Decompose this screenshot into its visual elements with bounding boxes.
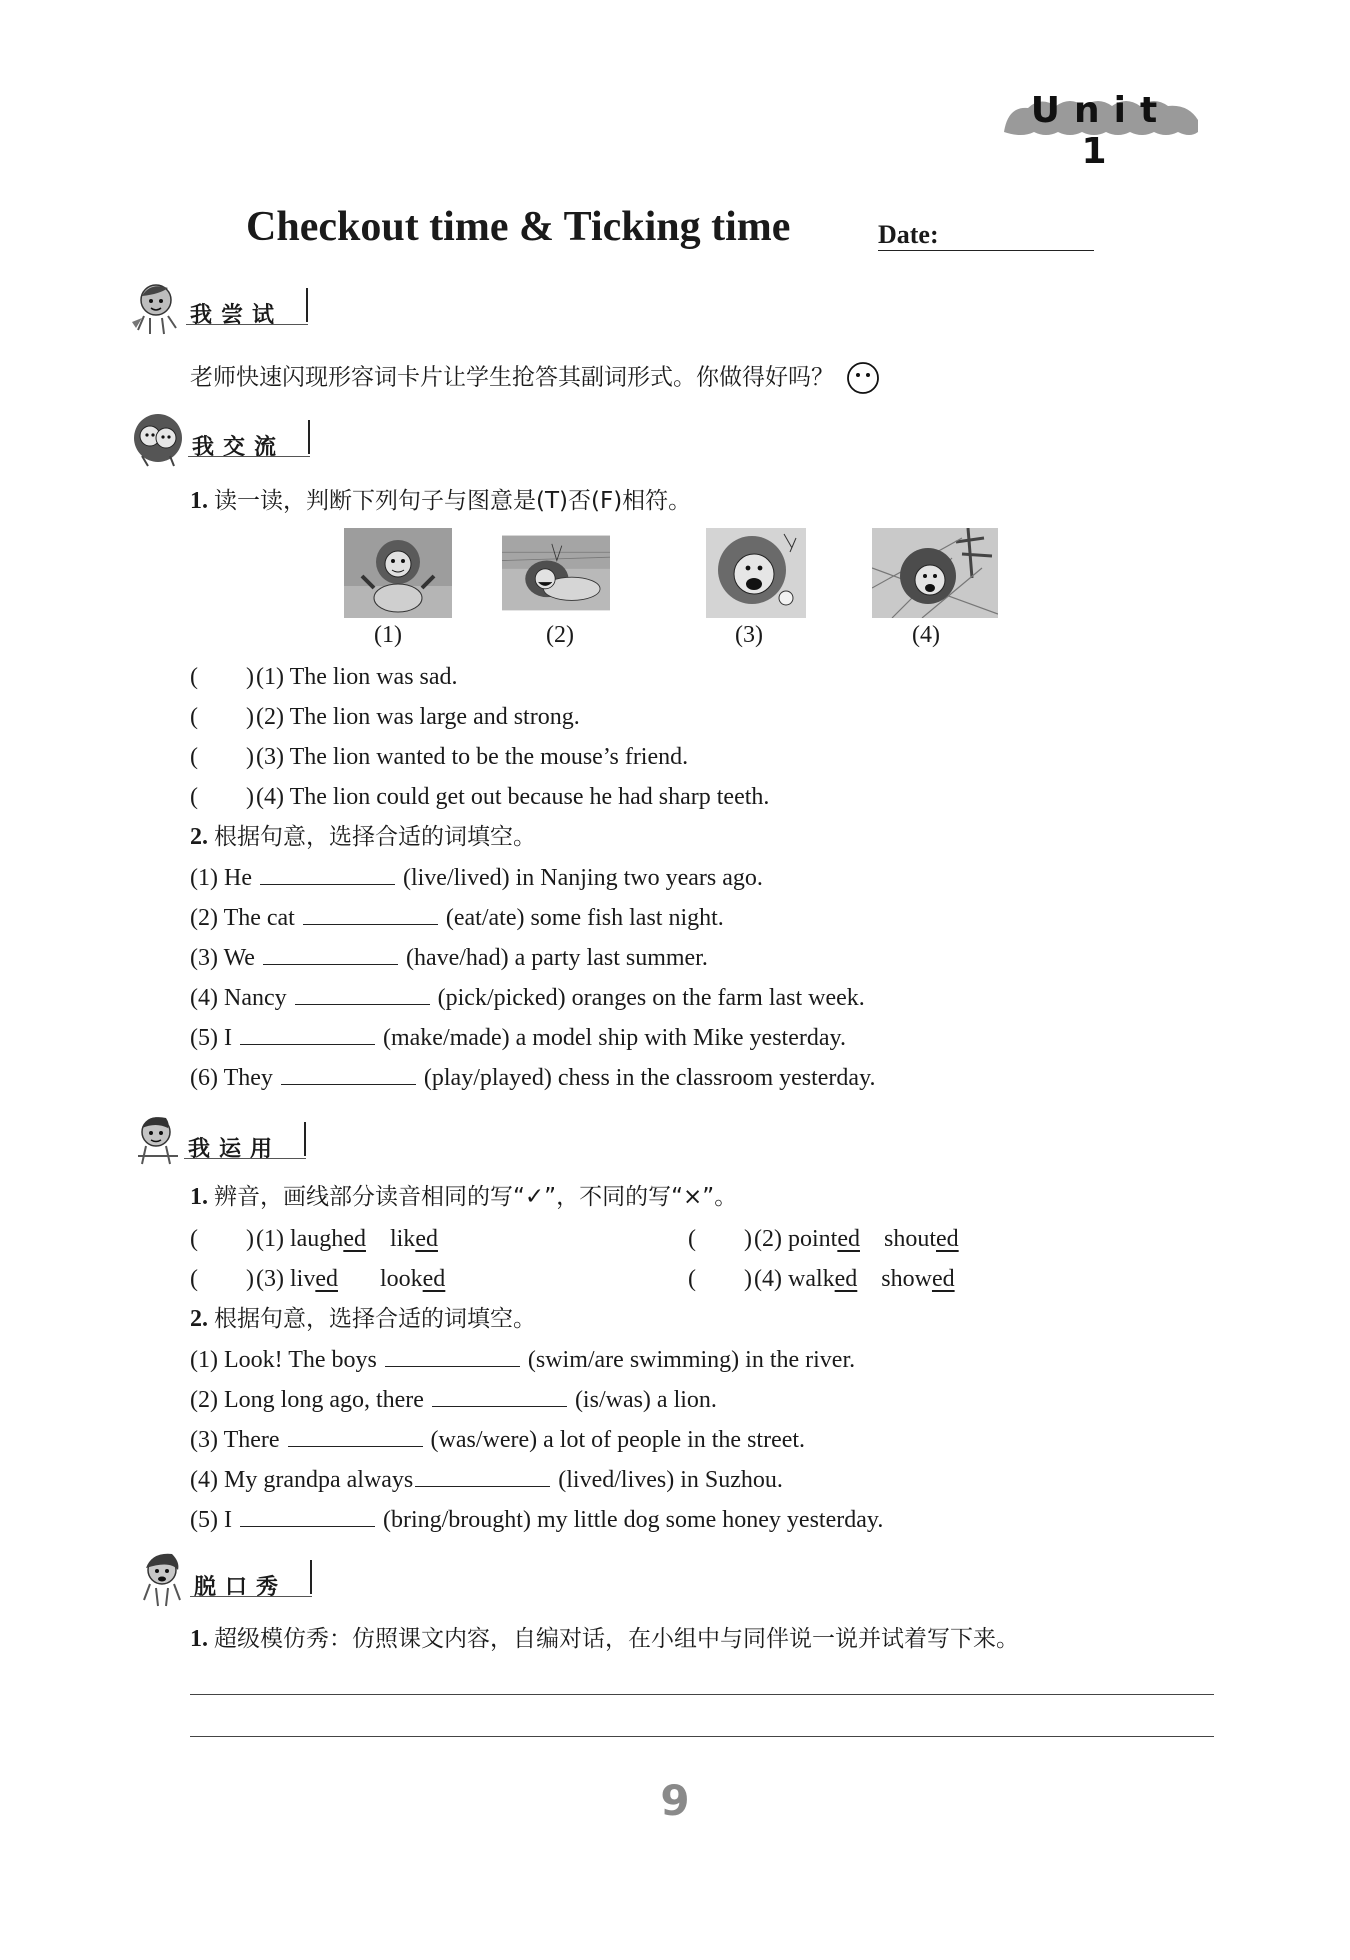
writing-line[interactable] (190, 1736, 1214, 1737)
section-label: 脱口秀 (194, 1575, 288, 1600)
unit-label: Unit 1 (1030, 90, 1172, 172)
section-label: 我运用 (188, 1137, 282, 1162)
use-q2-heading: 2. 根据句意，选择合适的词填空。 (190, 1306, 536, 1332)
date-label: Date: (878, 220, 939, 249)
talk-q2-heading: 2. 根据句意，选择合适的词填空。 (190, 824, 536, 850)
picture-label: (1) (374, 622, 402, 648)
section-divider (306, 288, 308, 322)
fill-item: (4) My grandpa always (lived/lives) in Suzhou. (190, 1464, 783, 1495)
lion-picture-4 (872, 528, 998, 618)
lion-picture-1 (344, 528, 452, 618)
answer-paren[interactable]: ( ) (688, 1266, 752, 1292)
fill-item: (1) He (live/lived) in Nanjing two years ago. (190, 862, 763, 893)
section-label: 我尝试 (190, 303, 284, 328)
show-q1-heading: 1. 超级模仿秀：仿照课文内容，自编对话，在小组中与同伴说一说并试着写下来。 (190, 1626, 1019, 1652)
page-number: 9 (660, 1776, 690, 1825)
mascot-girl-talking-icon (136, 1550, 192, 1608)
answer-blank[interactable] (385, 1344, 520, 1367)
answer-blank[interactable] (432, 1384, 567, 1407)
lion-picture-3 (706, 528, 806, 618)
tf-item: ( )(4) The lion could get out because he had sharp teeth. (190, 784, 770, 810)
section-underline (186, 324, 308, 325)
smiley-face-icon (845, 360, 881, 396)
section-underline (184, 1158, 306, 1159)
fill-item: (1) Look! The boys (swim/are swimming) in the river. (190, 1344, 855, 1375)
fill-item: (5) I (make/made) a model ship with Mike yesterday. (190, 1022, 846, 1053)
try-text: 老师快速闪现形容词卡片让学生抢答其副词形式。你做得好吗？ (190, 364, 834, 391)
talk-q2-text: 根据句意，选择合适的词填空。 (214, 824, 536, 850)
phonics-item: ( )(4) walked showed (688, 1266, 955, 1292)
answer-blank[interactable] (288, 1424, 423, 1447)
answer-blank[interactable] (263, 942, 398, 965)
answer-paren[interactable]: ( ) (190, 1226, 254, 1252)
answer-blank[interactable] (415, 1464, 550, 1487)
answer-paren[interactable]: ( ) (190, 704, 254, 730)
section-underline (188, 456, 310, 457)
use-q1-text: 辨音，画线部分读音相同的写“✓”，不同的写“×”。 (214, 1184, 738, 1210)
fill-item: (2) The cat (eat/ate) some fish last night. (190, 902, 724, 933)
answer-paren[interactable]: ( ) (190, 1266, 254, 1292)
phonics-item: ( )(3) lived looked (190, 1266, 446, 1292)
answer-blank[interactable] (240, 1504, 375, 1527)
lion-picture-2 (502, 528, 610, 618)
picture-label: (4) (912, 622, 940, 648)
fill-item: (3) We (have/had) a party last summer. (190, 942, 708, 973)
answer-paren[interactable]: ( ) (688, 1226, 752, 1252)
try-instruction (190, 360, 881, 396)
tf-item: ( )(3) The lion wanted to be the mouse’s friend. (190, 744, 689, 770)
page-title: Checkout time & Ticking time (246, 204, 791, 250)
show-q1-text: 超级模仿秀：仿照课文内容，自编对话，在小组中与同伴说一说并试着写下来。 (214, 1626, 1019, 1652)
section-header-try (130, 278, 330, 334)
fill-item: (6) They (play/played) chess in the classroom yesterday. (190, 1062, 876, 1093)
tf-item: ( )(2) The lion was large and strong. (190, 704, 580, 730)
section-divider (304, 1122, 306, 1156)
answer-paren[interactable]: ( ) (190, 784, 254, 810)
phonics-item: ( )(1) laughed liked (190, 1226, 438, 1252)
fill-item: (2) Long long ago, there (is/was) a lion. (190, 1384, 717, 1415)
use-q2-text: 根据句意，选择合适的词填空。 (214, 1306, 536, 1332)
section-underline (190, 1596, 312, 1597)
section-divider (310, 1560, 312, 1594)
mascot-girl-icon (130, 278, 186, 336)
talk-q1-heading: 1. 读一读，判断下列句子与图意是(T)否(F)相符。 (190, 488, 692, 514)
answer-paren[interactable]: ( ) (190, 664, 254, 690)
date-field[interactable] (878, 250, 1094, 251)
answer-blank[interactable] (295, 982, 430, 1005)
answer-blank[interactable] (303, 902, 438, 925)
section-divider (308, 420, 310, 454)
fill-item: (3) There (was/were) a lot of people in the street. (190, 1424, 805, 1455)
unit-tab (1000, 90, 1202, 172)
mascot-boy-icon (130, 1112, 186, 1170)
use-q1-heading: 1. 辨音，画线部分读音相同的写“✓”，不同的写“×”。 (190, 1184, 738, 1210)
answer-paren[interactable]: ( ) (190, 744, 254, 770)
answer-blank[interactable] (240, 1022, 375, 1045)
writing-line[interactable] (190, 1694, 1214, 1695)
talk-q1-text: 读一读，判断下列句子与图意是(T)否(F)相符。 (214, 488, 692, 514)
answer-blank[interactable] (260, 862, 395, 885)
tf-item: ( )(1) The lion was sad. (190, 664, 458, 690)
picture-label: (2) (546, 622, 574, 648)
section-header-talk (130, 410, 330, 466)
phonics-item: ( )(2) pointed shouted (688, 1226, 959, 1252)
section-header-show (136, 1550, 336, 1606)
picture-label: (3) (735, 622, 763, 648)
section-header-use (130, 1112, 330, 1168)
answer-blank[interactable] (281, 1062, 416, 1085)
mascot-kids-icon (130, 410, 186, 468)
section-label: 我交流 (192, 435, 286, 460)
fill-item: (4) Nancy (pick/picked) oranges on the farm last week. (190, 982, 865, 1013)
fill-item: (5) I (bring/brought) my little dog some honey yesterday. (190, 1504, 883, 1535)
